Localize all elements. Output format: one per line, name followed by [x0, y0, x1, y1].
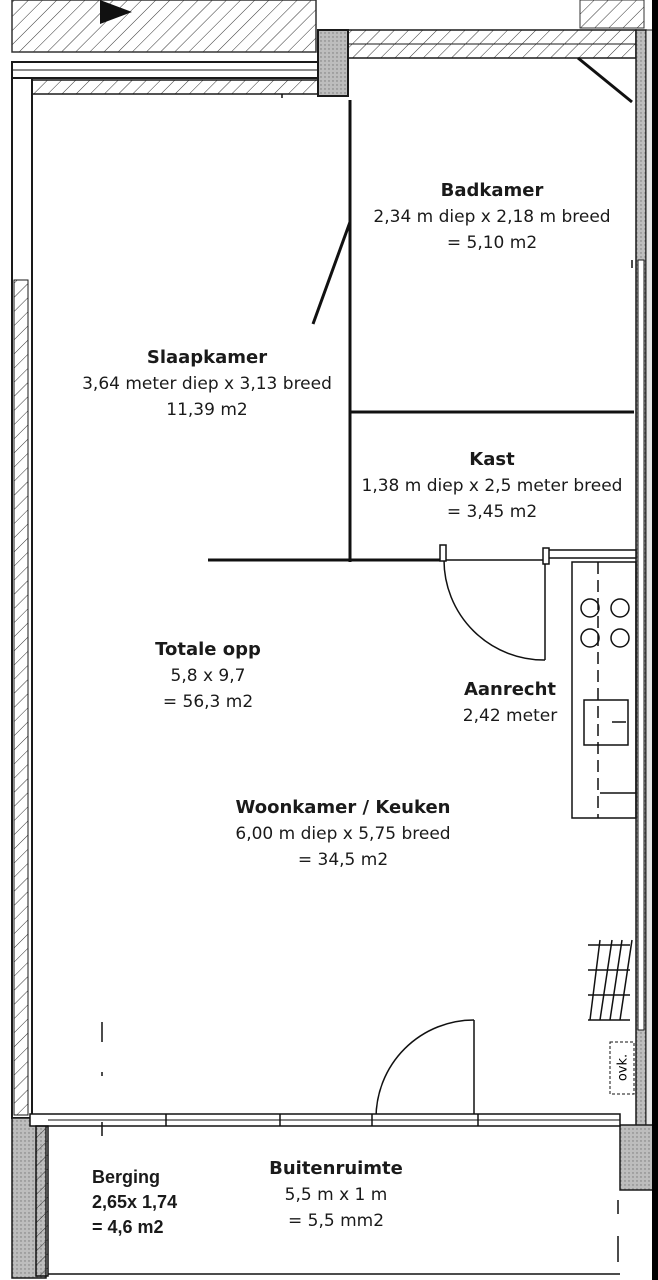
woonkamer-name: Woonkamer / Keuken: [235, 797, 451, 818]
slaapkamer-area: 11,39 m2: [166, 400, 248, 420]
burner-icon: [581, 629, 599, 647]
totale-opp-name: Totale opp: [155, 639, 261, 660]
burner-icon: [611, 629, 629, 647]
totale-opp-dims: 5,8 x 9,7: [170, 666, 246, 686]
berging-dims: 2,65x 1,74: [92, 1192, 178, 1212]
aanrecht-label: [432, 677, 588, 729]
slaapkamer-label: [52, 345, 362, 423]
ovk-marker: [611, 1046, 633, 1092]
slaapkamer-name: Slaapkamer: [146, 347, 268, 368]
badkamer-label: [352, 178, 632, 256]
left-wall: [12, 78, 46, 1278]
radiator-marks: [588, 940, 632, 1020]
aanrecht-name: Aanrecht: [463, 679, 557, 700]
slaapkamer-dims: 3,64 meter diep x 3,13 breed: [82, 374, 332, 394]
kast-dims: 1,38 m diep x 2,5 meter breed: [361, 476, 623, 496]
totale-opp-label: [108, 637, 308, 715]
woonkamer-dims: 6,00 m diep x 5,75 breed: [235, 824, 451, 844]
buitenruimte-area: = 5,5 mm2: [287, 1211, 385, 1231]
kast-area: = 3,45 m2: [446, 502, 538, 522]
badkamer-dims: 2,34 m diep x 2,18 m breed: [373, 207, 611, 227]
buitenruimte-label: [226, 1156, 446, 1234]
burner-icon: [611, 599, 629, 617]
totale-opp-area: = 56,3 m2: [162, 692, 254, 712]
woonkamer-area: = 34,5 m2: [297, 850, 389, 870]
buitenruimte-dims: 5,5 m x 1 m: [284, 1185, 388, 1205]
berging-area: = 4,6 m2: [92, 1217, 164, 1237]
ovk-text: ovk.: [615, 1053, 631, 1082]
burner-icon: [581, 599, 599, 617]
aanrecht-dims: 2,42 meter: [462, 706, 558, 726]
buitenruimte-name: Buitenruimte: [269, 1158, 403, 1179]
berging-label: [92, 1165, 232, 1240]
kast-name: Kast: [469, 449, 515, 470]
kast-door: [440, 545, 549, 660]
kast-label: [352, 447, 632, 525]
badkamer-name: Badkamer: [440, 180, 544, 201]
front-door: [376, 1020, 474, 1118]
berging-name: Berging: [92, 1167, 161, 1187]
badkamer-area: = 5,10 m2: [446, 233, 538, 253]
woonkamer-label: [193, 795, 493, 873]
